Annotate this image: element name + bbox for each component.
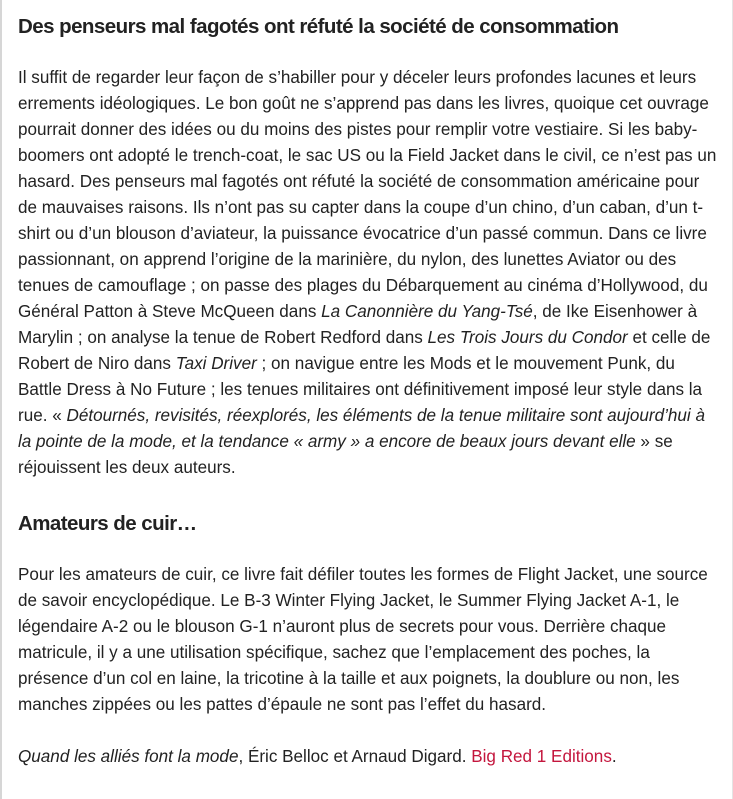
paragraph-text: et celle de Robert de Niro dans (18, 328, 711, 373)
paragraph-text: , de Ike Eisenhower à Marylin ; on analyse la tenue de Robert Redford dans (18, 302, 698, 347)
paragraph-text: » se réjouissent les deux auteurs. (18, 432, 673, 477)
paragraph-amateurs-de-cuir: Pour les amateurs de cuir, ce livre fait défiler toutes les formes de Flight Jacket, une source de savoir encyclopédique. Le B-3 Winter Flying Jacket, le Summer Flying Jacket A-1, le légendaire A-2 ou le blouson G-1 n’auront plus de secrets pour vous. Derrière chaque matricule, il y a une utilisation spécifique, sachez que l’emplacement des poches, la présence d’un col en laine, la tricotine à la taille et aux poignets, la doublure ou non, les manches zippées ou les pattes d’épaule ne sont pas l’effet du hasard. (18, 565, 708, 714)
left-border (0, 0, 2, 799)
book-title: Quand les alliés font la mode (18, 747, 239, 766)
publisher-link[interactable]: Big Red 1 Editions (471, 747, 612, 766)
film-title-condor: Les Trois Jours du Condor (427, 328, 628, 347)
paragraph-text: Il suffit de regarder leur façon de s’habiller pour y déceler leurs profondes lacunes et leurs errements idéologiques. Le bon goût ne s’apprend pas dans les livres, quoique cet ouvrage pourrait donner des idées ou du moins des pistes pour remplir votre vestiaire. Si les baby-boomers ont adopté le trench-coat, le sac US ou la Field Jacket dans le civil, ce n’est pas un hasard. Des penseurs mal fagotés ont réfuté la société de consommation américaine pour de mauvaises raisons. Ils n’ont pas su capter dans la coupe d’un chino, d’un caban, d’un t-shirt ou d’un blouson d’aviateur, la puissance évocatrice d’un passé commun. Dans ce livre passionnant, on apprend l’origine de la marinière, du nylon, des lunettes Aviator ou des tenues de camouflage ; on passe des plages du Débarquement au cinéma d’Hollywood, du Général Patton à Steve McQueen dans (18, 68, 717, 321)
film-title-taxi-driver: Taxi Driver (175, 354, 257, 373)
book-authors: , Éric Belloc et Arnaud Digard. (238, 747, 472, 766)
authors-quote: Détournés, revisités, réexplorés, les éléments de la tenue militaire sont aujourd’hui à la pointe de la mode, et la tendance « army » a encore de beaux jours devant elle (18, 406, 705, 451)
paragraph-penseurs (18, 65, 720, 481)
film-title-canonniere: La Canonnière du Yang-Tsé (321, 302, 533, 321)
section-heading-penseurs: Des penseurs mal fagotés ont réfuté la société de consommation (18, 15, 619, 38)
credit-end: . (611, 747, 617, 766)
paragraph-text: ; on navigue entre les Mods et le mouvement Punk, du Battle Dress à No Future ; les tenues militaires ont définitivement imposé leur style dans la rue. « (18, 354, 703, 425)
book-credit (18, 744, 720, 770)
article-body (18, 12, 720, 770)
section-heading-amateurs-de-cuir: Amateurs de cuir… (18, 512, 197, 535)
